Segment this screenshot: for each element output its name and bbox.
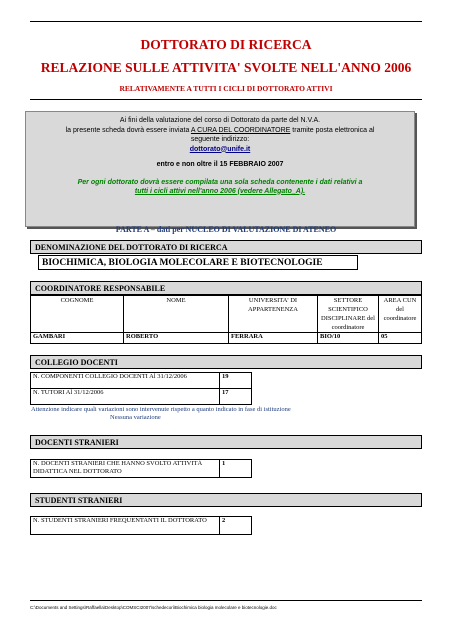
denominazione-header: DENOMINAZIONE DEL DOTTORATO DI RICERCA [30,240,422,254]
notice-line2-post: tramite posta elettronica al [290,126,375,134]
tutori-value[interactable]: 17 [220,389,252,405]
dottorato-name-field[interactable]: BIOCHIMICA, BIOLOGIA MOLECOLARE E BIOTECNOLOGIE [38,255,358,270]
notice-line1: Ai fini della valutazione del corso di Dottorato da parte del N.V.A. [119,117,321,124]
tutori-label: N. TUTORI Al 31/12/2006 [31,389,220,405]
studenti-stranieri-value[interactable]: 2 [220,517,252,535]
notice-line2 [26,126,414,136]
doc-scope: RELATIVAMENTE A TUTTI I CICLI DI DOTTORATO ATTIVI [119,84,333,93]
collegio-header: COLLEGIO DOCENTI [30,355,422,369]
header-rule [30,99,422,100]
componenti-value[interactable]: 19 [220,373,252,389]
col-cognome: COGNOME [31,296,124,333]
email-link[interactable]: dottorato@unife.it [189,145,251,153]
collegio-table [30,372,252,405]
instruction-line2: tutti i cicli attivi nell'anno 2006 (vedere Allegato_A). [134,187,306,195]
docenti-stranieri-value[interactable]: 1 [220,460,252,478]
notice-box [25,111,415,227]
coordinatore-header: COORDINATORE RESPONSABILE [30,281,422,295]
studenti-stranieri-label: N. STUDENTI STRANIERI FREQUENTANTI IL DOTTORATO [31,517,220,535]
notice-line3: seguente indirizzo: [190,136,250,143]
deadline-text: entro e non oltre il 15 FEBBRAIO 2007 [156,161,284,168]
notice-line2-underlined: A CURA DEL COORDINATORE [190,126,291,134]
nome-value[interactable]: ROBERTO [124,333,229,344]
doc-title: DOTTORATO DI RICERCA [140,37,312,52]
settore-value[interactable]: BIO/10 [318,333,379,344]
instruction-line1: Per ogni dottorato dovrà essere compilata una sola scheda contenente i dati relativi a [77,178,363,186]
doc-subtitle: RELAZIONE SULLE ATTIVITA' SVOLTE NELL'ANNO 2006 [40,60,412,75]
cognome-value[interactable]: GAMBARI [31,333,124,344]
file-path-footer: C:\Documents and Settings\Raffaella\Desktop\COMSCI2007\schedecori\Biochimica biologia molecolare e biotecnologie.doc [30,605,277,610]
componenti-label: N. COMPONENTI COLLEGIO DOCENTI Al 31/12/2006 [31,373,220,389]
docenti-stranieri-table [30,459,252,478]
col-settore: SETTORE SCIENTIFICO DISCIPLINARE del coordinatore [318,296,379,333]
top-rule [30,21,422,22]
area-cun-value[interactable]: 05 [379,333,422,344]
col-nome: NOME [124,296,229,333]
footer-rule [30,600,422,601]
coordinatore-table [30,295,422,344]
section-parte-a: PARTE A – dati per NUCLEO DI VALUTAZIONE DI ATENEO [115,225,337,234]
col-area-cun: AREA CUN del coordinatore [379,296,422,333]
docenti-stranieri-header: DOCENTI STRANIERI [30,435,422,449]
studenti-stranieri-table [30,516,252,535]
notice-line2-pre: la presente scheda dovrà essere inviata [65,126,191,134]
col-universita: UNIVERSITA' DI APPARTENENZA [229,296,318,333]
variation-note: Nessuna variazione [110,414,161,421]
instruction-text [26,178,414,196]
studenti-stranieri-header: STUDENTI STRANIERI [30,493,422,507]
universita-value[interactable]: FERRARA [229,333,318,344]
docenti-stranieri-label: N. DOCENTI STRANIERI CHE HANNO SVOLTO ATTIVITÀ DIDATTICA NEL DOTTORATO [31,460,220,478]
attention-note: Attenzione indicare quali variazioni sono intervenute rispetto a quanto indicato in fase di istituzione [31,406,291,413]
